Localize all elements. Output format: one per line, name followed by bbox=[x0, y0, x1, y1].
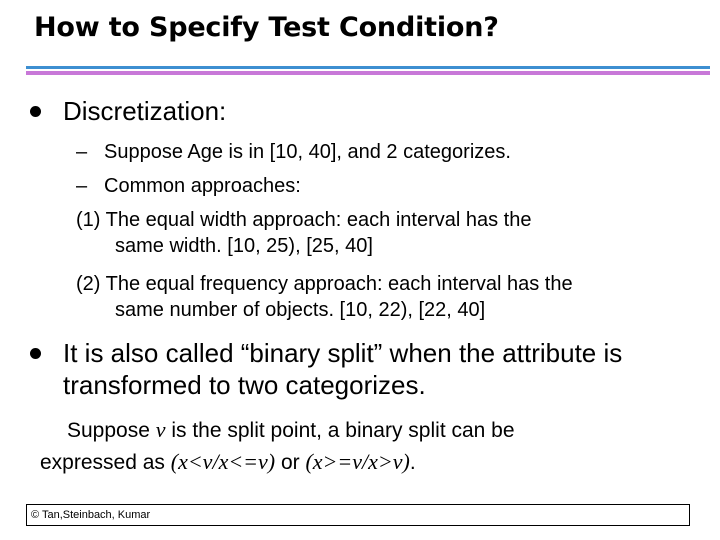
paragraph-line1 bbox=[40, 414, 515, 446]
paragraph-text: is the split point, a binary split can be bbox=[165, 419, 515, 442]
numbered-item-equal-width bbox=[76, 207, 531, 259]
expression-greater-than: (x>=v/x>v) bbox=[305, 449, 410, 474]
copyright-footer: © Tan,Steinbach, Kumar bbox=[26, 504, 690, 526]
subitem-text: Common approaches: bbox=[104, 175, 301, 197]
subitem-suppose-age bbox=[76, 139, 511, 165]
numbered-line1: (1) The equal width approach: each interval has the bbox=[76, 209, 532, 231]
bullet-text-line1: It is also called “binary split” when the attribute is bbox=[63, 338, 623, 368]
numbered-line2: same width. [10, 25), [25, 40] bbox=[115, 235, 373, 257]
expression-less-than: (x<v/x<=v) bbox=[170, 449, 276, 474]
slide-title: How to Specify Test Condition? bbox=[34, 12, 499, 43]
numbered-line1: (2) The equal frequency approach: each interval has the bbox=[76, 273, 573, 295]
title-rule-purple bbox=[26, 71, 710, 75]
split-point-paragraph bbox=[40, 414, 515, 478]
variable-v: v bbox=[155, 417, 166, 442]
bullet-text-line2: transformed to two categorizes. bbox=[63, 370, 426, 400]
numbered-line2: same number of objects. [10, 22), [22, 40] bbox=[115, 299, 486, 321]
bullet-text: Discretization: bbox=[63, 96, 227, 126]
paragraph-text: or bbox=[275, 451, 306, 474]
title-rule-blue bbox=[26, 66, 710, 69]
bullet-dot bbox=[30, 106, 41, 117]
dash-marker: – bbox=[76, 175, 88, 197]
subitem-text: Suppose Age is in [10, 40], and 2 categorizes. bbox=[104, 141, 511, 163]
paragraph-text: Suppose bbox=[67, 419, 156, 442]
paragraph-text: expressed as bbox=[40, 451, 171, 474]
bullet-dot bbox=[30, 348, 41, 359]
numbered-item-equal-frequency bbox=[76, 271, 573, 323]
paragraph-text: . bbox=[409, 451, 416, 474]
subitem-common-approaches bbox=[76, 173, 301, 199]
dash-marker: – bbox=[76, 141, 88, 163]
paragraph-line2 bbox=[40, 446, 515, 478]
